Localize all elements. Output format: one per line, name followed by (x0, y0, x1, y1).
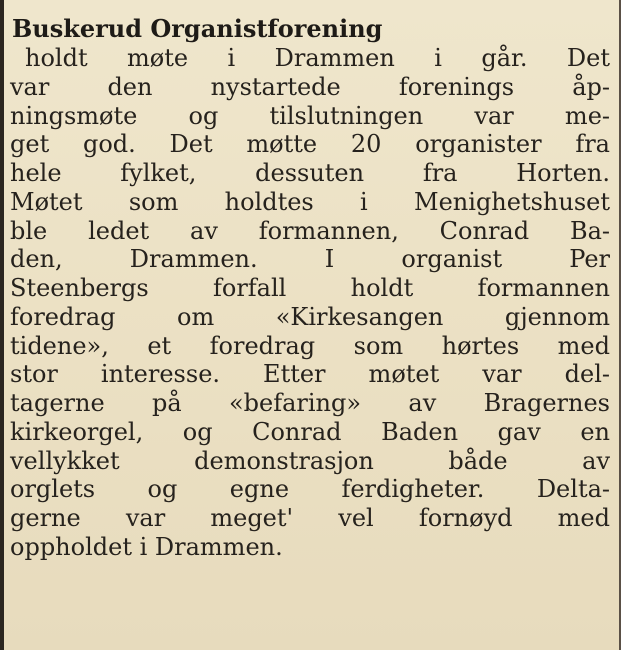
article-line: tidene», et foredrag som hørtes med (10, 331, 610, 360)
article-line: var den nystartede forenings åp- (10, 72, 610, 101)
article-headline: Buskerud Organistforening (12, 14, 383, 43)
column-rule-left (0, 0, 4, 650)
article-line: ble ledet av formannen, Conrad Ba- (10, 216, 610, 245)
article-line: gerne var meget' vel fornøyd med (10, 504, 610, 532)
article-line: vellykket demonstrasjon både av (10, 446, 610, 475)
article-line: oppholdet i Drammen. (10, 532, 283, 561)
article-line: Steenbergs forfall holdt formannen (10, 274, 610, 302)
article-line: holdt møte i Drammen i går. Det (25, 44, 610, 72)
article-line: foredrag om «Kirkesangen gjennom (10, 302, 610, 331)
article-line: den, Drammen. I organist Per (10, 245, 610, 274)
article-line: get god. Det møtte 20 organister fra (10, 130, 610, 159)
article-line: Møtet som holdtes i Menighetshuset (10, 187, 610, 216)
article-line: stor interesse. Etter møtet var del- (10, 360, 610, 389)
article-line: hele fylket, dessuten fra Horten. (10, 159, 610, 187)
article-line: kirkeorgel, og Conrad Baden gav en (10, 417, 610, 446)
article-body (10, 44, 610, 562)
article-line: tagerne på «befaring» av Bragernes (10, 389, 610, 417)
article-line: orglets og egne ferdigheter. Delta- (10, 475, 610, 504)
article-line: ningsmøte og tilslutningen var me- (10, 101, 610, 130)
